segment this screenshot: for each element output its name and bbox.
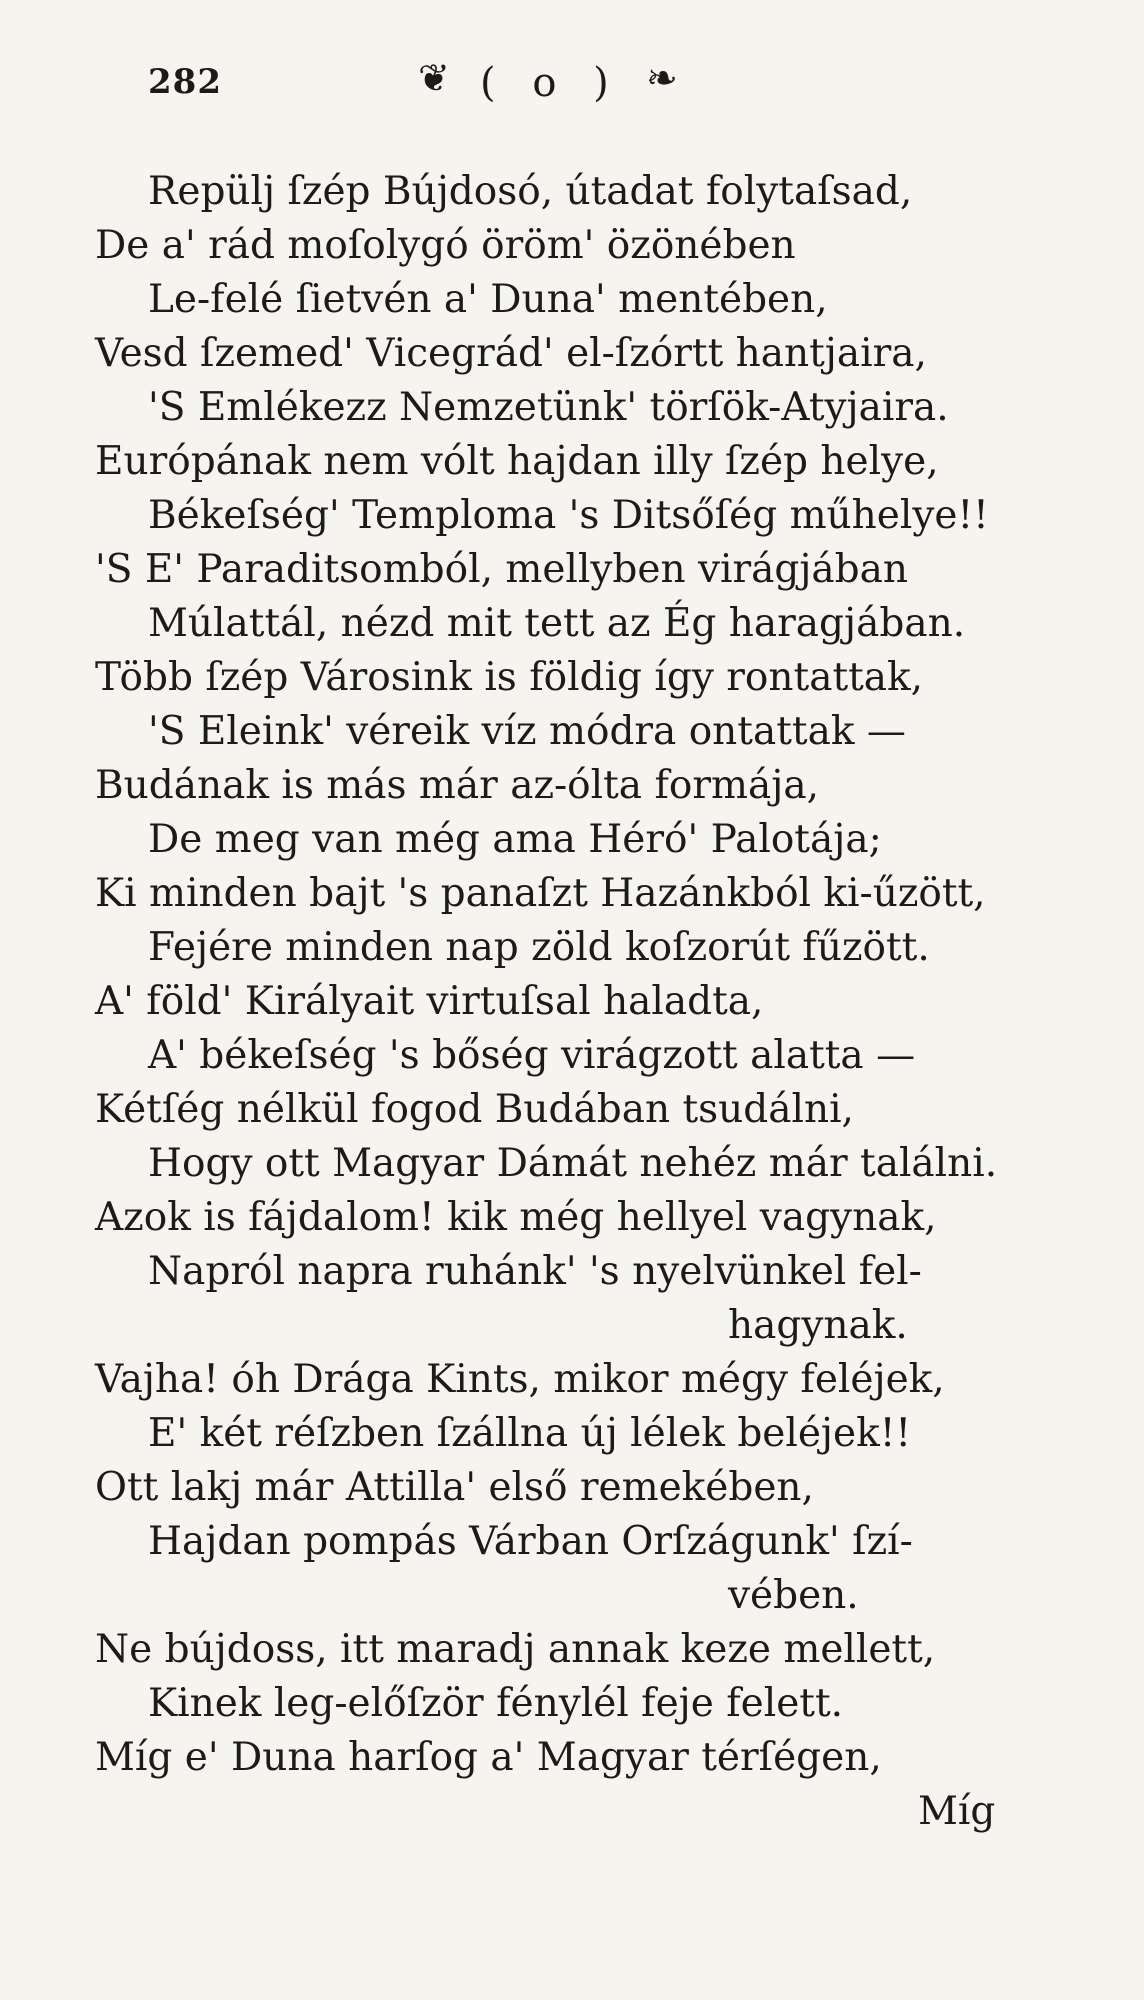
poem-line: Vesd ſzemed' Vicegrád' el-ſzórtt hantjaira,	[95, 331, 927, 376]
poem-line: 'S Emlékezz Nemzetünk' törſök-Atyjaira.	[148, 385, 949, 430]
poem-line: Múlattál, nézd mit tett az Ég haragjában.	[148, 601, 966, 646]
poem-line: Több ſzép Városink is földig így rontattak,	[95, 655, 924, 700]
poem-line: Le-felé ſietvén a' Duna' mentében,	[148, 277, 828, 322]
poem-line: Napról napra ruhánk' 's nyelvünkel fel-	[148, 1249, 922, 1294]
poem-line: 'S Eleink' véreik víz módra ontattak —	[148, 709, 906, 754]
poem-line: Ott lakj már Attilla' első remekében,	[95, 1465, 814, 1510]
poem-line: A' békeſség 's bőség virágzott alatta —	[148, 1033, 916, 1078]
poem-line: 'S E' Paraditsomból, mellyben virágjában	[95, 547, 909, 592]
poem-line: Hogy ott Magyar Dámát nehéz már találni.	[148, 1141, 998, 1186]
poem-line: vében.	[728, 1573, 859, 1618]
fleuron-right-icon: ❧	[646, 56, 678, 100]
poem-line: Azok is fájdalom! kik még hellyel vagynak,	[95, 1195, 937, 1240]
poem-line: Vajha! óh Drága Kints, mikor mégy feléjek,	[95, 1357, 945, 1402]
header-mark: ( o )	[480, 60, 621, 106]
page-number: 282	[148, 62, 222, 102]
poem-line: De a' rád moſolygó öröm' özönében	[95, 223, 796, 268]
poem-line: Hajdan pompás Várban Orſzágunk' ſzí-	[148, 1519, 913, 1564]
poem-line: Ki minden bajt 's panaſzt Hazánkból ki-űzött,	[95, 871, 986, 916]
poem-line: Békeſség' Temploma 's Ditsőſég műhelye!!	[148, 493, 989, 538]
poem-line: hagynak.	[728, 1303, 908, 1348]
poem-line: E' két réſzben ſzállna új lélek beléjek!!	[148, 1411, 912, 1456]
poem-line: A' föld' Királyait virtuſsal haladta,	[95, 979, 764, 1024]
poem-line: Ne bújdoss, itt maradj annak keze mellett,	[95, 1627, 936, 1672]
poem-line: Budának is más már az-ólta formája,	[95, 763, 819, 808]
poem-line: Kétſég nélkül fogod Budában tsudálni,	[95, 1087, 854, 1132]
page-header	[0, 56, 1144, 116]
poem-line: Európának nem vólt hajdan illy ſzép helye,	[95, 439, 939, 484]
poem-line: De meg van még ama Héró' Palotája;	[148, 817, 882, 862]
poem-line: Fejére minden nap zöld koſzorút fűzött.	[148, 925, 930, 970]
poem-line: Míg e' Duna harſog a' Magyar térſégen,	[95, 1735, 882, 1780]
poem-line: Kinek leg-előſzör fénylél feje felett.	[148, 1681, 844, 1726]
poem-line: Míg	[918, 1789, 996, 1834]
poem-line: Repülj ſzép Bújdosó, útadat folytaſsad,	[148, 169, 913, 214]
fleuron-left-icon: ❦	[418, 56, 450, 100]
